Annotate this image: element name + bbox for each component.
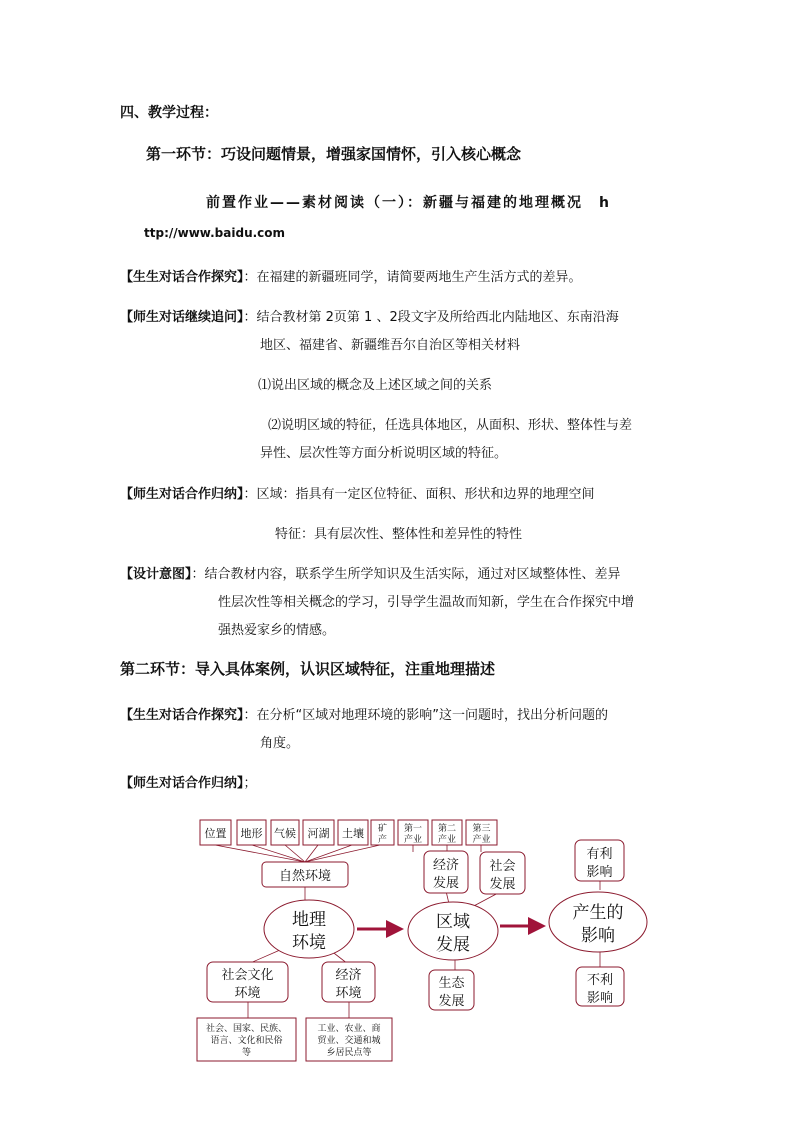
label-econ-detail-3: 乡居民点等 [326, 1048, 372, 1058]
label-geo-env-2: 环境 [292, 933, 326, 953]
section-heading: 四、教学过程： [120, 105, 218, 121]
label-industry2-1: 第二 [437, 824, 457, 834]
label-mineral-1: 矿 [377, 824, 388, 834]
label-mineral-2: 产 [377, 835, 388, 845]
question-2-line-1: ⑵说明区域的特征，任选具体地区，从面积、形状、整体性与差 [268, 418, 633, 433]
label-social-dev-1: 社会 [489, 859, 516, 874]
p3-tag: 【师生对话合作归纳】 [120, 487, 244, 502]
p4-text-2: 性层次性等相关概念的学习，引导学生温故而知新，学生在合作探究中增 [218, 595, 635, 610]
label-terrain: 地形 [240, 827, 263, 840]
label-climate: 气候 [274, 827, 296, 840]
label-social-detail-1: 社会、国家、民族、 [205, 1024, 288, 1034]
label-social-culture-env-2: 环境 [234, 986, 261, 1001]
label-economic-env-2: 环境 [335, 986, 362, 1001]
preview-title: 前置作业——素材阅读（一）：新疆与福建的地理概况 h [206, 195, 611, 211]
p2-text-1: ：结合教材第 2页第 1 、2段文字及所给西北内陆地区、东南沿海 [243, 310, 619, 325]
label-soil: 土壤 [342, 827, 364, 840]
label-econ-dev-2: 发展 [432, 876, 460, 891]
label-social-dev-2: 发展 [489, 877, 516, 892]
label-industry2-2: 产业 [437, 835, 457, 845]
p1-text: ：在福建的新疆班同学，请简要两地生产生活方式的差异。 [243, 270, 582, 285]
link2-p2-tag: 【师生对话合作归纳】 [120, 776, 244, 791]
label-economic-env-1: 经济 [335, 968, 362, 983]
label-unfavorable-2: 影响 [586, 991, 614, 1006]
label-location: 位置 [204, 827, 227, 840]
label-social-detail-2: 语言、文化和民俗 [210, 1036, 283, 1046]
label-social-culture-env-1: 社会文化 [221, 968, 274, 983]
label-industry3-2: 产业 [472, 835, 491, 845]
label-region-dev-2: 发展 [436, 935, 470, 955]
label-eco-dev-2: 发展 [438, 994, 465, 1009]
p3-text-2: 特征：具有层次性、整体性和差异性的特性 [275, 527, 523, 542]
label-econ-detail-2: 贸业、交通和城 [317, 1036, 381, 1046]
label-social-detail-3: 等 [241, 1048, 252, 1058]
label-eco-dev-1: 生态 [438, 976, 465, 991]
label-unfavorable-1: 不利 [586, 973, 614, 988]
link2-p1-text-2: 角度。 [260, 736, 300, 751]
label-region-dev-1: 区域 [436, 912, 470, 932]
link2-p2-text: ； [243, 776, 257, 791]
label-impact-1: 产生的 [572, 903, 624, 923]
label-geo-env-1: 地理 [292, 910, 326, 930]
p4-tag: 【设计意图】 [120, 567, 192, 582]
question-1: ⑴说出区域的概念及上述区域之间的关系 [258, 378, 493, 393]
link2-p1-text-1: ：在分析“区域对地理环境的影响”这一问题时，找出分析问题的 [243, 708, 608, 723]
p1-tag: 【生生对话合作探究】 [120, 270, 244, 285]
label-favorable-1: 有利 [586, 847, 613, 862]
link1-heading: 第一环节：巧设问题情景，增强家国情怀，引入核心概念 [146, 145, 522, 163]
label-rivers-lakes: 河湖 [307, 827, 330, 840]
label-industry1-2: 产业 [403, 835, 423, 845]
question-2-line-2: 异性、层次性等方面分析说明区域的特征。 [260, 446, 508, 461]
label-natural-env: 自然环境 [278, 869, 332, 884]
p4-text-3: 强热爱家乡的情感。 [218, 623, 336, 638]
label-favorable-2: 影响 [586, 865, 613, 880]
p2-text-2: 地区、福建省、新疆维吾尔自治区等相关材料 [260, 338, 521, 353]
p3-text: ：区域：指具有一定区位特征、面积、形状和边界的地理空间 [243, 487, 595, 502]
label-econ-detail-1: 工业、农业、商 [317, 1024, 381, 1034]
label-industry1-1: 第一 [403, 824, 423, 834]
preview-url[interactable]: ttp://www.baidu.com [144, 226, 286, 240]
label-impact-2: 影响 [581, 926, 615, 946]
p4-text-1: ：结合教材内容，联系学生所学知识及生活实际，通过对区域整体性、差异 [191, 567, 621, 582]
link2-heading: 第二环节：导入具体案例，认识区域特征，注重地理描述 [120, 660, 496, 678]
link2-p1-tag: 【生生对话合作探究】 [120, 708, 244, 723]
label-industry3-1: 第三 [472, 824, 491, 834]
p2-tag: 【师生对话继续追问】 [120, 310, 244, 325]
label-econ-dev-1: 经济 [432, 858, 460, 873]
